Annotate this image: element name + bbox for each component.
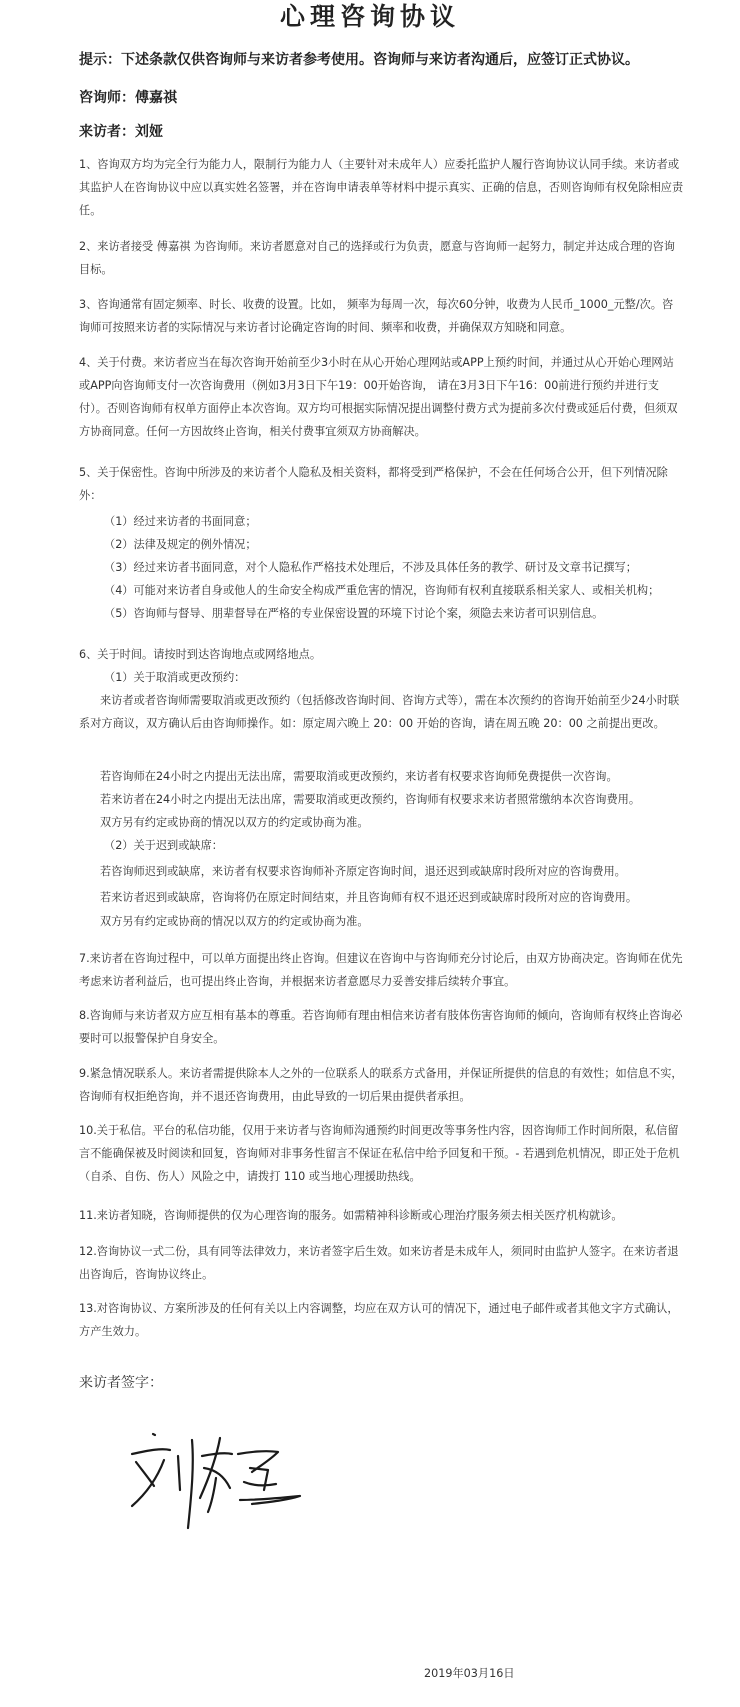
clause-10: 10.关于私信。平台的私信功能，仅用于来访者与咨询师沟通预约时间更改等事务性内容，因咨询师工作时间所限，私信留言不能确保被及时阅读和回复，咨询师对非事务性留言不保证在私信中给予回复和干预。- 若遇到危机情况，即正处于危机（自杀、自伤、伤人）风险之中，请拨打 110 或当地心理援助热线。 [79, 1124, 680, 1183]
clause-6-2-paragraph-3: 双方另有约定或协商的情况以双方的约定或协商为准。 [100, 915, 369, 928]
clause-5: 5、关于保密性。咨询中所涉及的来访者个人隐私及相关资料，都将受到严格保护，不会在任何场合公开，但下列情况除外： [79, 466, 668, 502]
clause-6-1-heading: （1）关于取消或更改预约： [104, 671, 246, 684]
handwritten-signature [120, 1420, 340, 1550]
clause-5-item-2: （2）法律及规定的例外情况； [104, 538, 257, 551]
document-title: 心理咨询协议 [279, 2, 460, 31]
counselor-line: 咨询师：傅嘉祺 [79, 90, 177, 106]
clause-5-item-4: （4）可能对来访者自身或他人的生命安全构成严重危害的情况，咨询师有权利直接联系相关家人、或相关机构； [104, 584, 660, 597]
clause-7: 7.来访者在咨询过程中，可以单方面提出终止咨询。但建议在咨询中与咨询师充分讨论后，由双方协商决定。咨询师在优先考虑来访者利益后，也可提出终止咨询，并根据来访者意愿尽力妥善安排后续转介事宜。 [79, 952, 683, 988]
notice: 提示：下述条款仅供咨询师与来访者参考使用。咨询师与来访者沟通后，应签订正式协议。 [79, 52, 639, 68]
clause-8: 8.咨询师与来访者双方应互相有基本的尊重。若咨询师有理由相信来访者有肢体伤害咨询师的倾向，咨询师有权终止咨询必要时可以报警保护自身安全。 [79, 1009, 683, 1045]
clause-5-item-3: （3）经过来访者书面同意，对个人隐私作严格技术处理后，不涉及具体任务的教学、研讨及文章书记撰写； [104, 561, 637, 574]
clause-5-item-5: （5）咨询师与督导、朋辈督导在严格的专业保密设置的环境下讨论个案，须隐去来访者可识别信息。 [104, 607, 604, 620]
clause-5-item-1: （1）经过来访者的书面同意； [104, 515, 257, 528]
signature-date: 2019年03月16日 [424, 1667, 515, 1680]
clause-6-1-paragraph-3: 若来访者在24小时之内提出无法出席，需要取消或更改预约，咨询师有权要求来访者照常缴纳本次咨询费用。 [100, 793, 641, 806]
clause-6-2-paragraph-1: 若咨询师迟到或缺席，来访者有权要求咨询师补齐原定咨询时间，退还迟到或缺席时段所对应的咨询费用。 [100, 865, 626, 878]
clause-11: 11.来访者知晓，咨询师提供的仅为心理咨询的服务。如需精神科诊断或心理治疗服务须去相关医疗机构就诊。 [79, 1209, 623, 1222]
clause-6: 6、关于时间。请按时到达咨询地点或网络地点。 [79, 648, 322, 661]
clause-6-2-paragraph-2: 若来访者迟到或缺席，咨询将仍在原定时间结束，并且咨询师有权不退还迟到或缺席时段所对应的咨询费用。 [100, 891, 638, 904]
clause-12: 12.咨询协议一式二份，具有同等法律效力，来访者签字后生效。如来访者是未成年人，须同时由监护人签字。在来访者退出咨询后，咨询协议终止。 [79, 1245, 679, 1281]
clause-6-1-paragraph-1: 来访者或者咨询师需要取消或更改预约（包括修改咨询时间、咨询方式等），需在本次预约的咨询开始前至少24小时联系对方商议，双方确认后由咨询师操作。如：原定周六晚上 20：00 开始的咨询，请在周五晚 20：00 之前提出更改。 [79, 694, 680, 730]
clause-2: 2、来访者接受 傅嘉祺 为咨询师。来访者愿意对自己的选择或行为负责，愿意与咨询师一起努力，制定并达成合理的咨询目标。 [79, 240, 675, 276]
clause-6-1-paragraph-4: 双方另有约定或协商的情况以双方的约定或协商为准。 [100, 816, 369, 829]
clause-6-2-heading: （2）关于迟到或缺席： [104, 839, 223, 852]
signature-label: 来访者签字： [79, 1375, 163, 1391]
clause-4: 4、关于付费。来访者应当在每次咨询开始前至少3小时在从心开始心理网站或APP上预约时间，并通过从心开始心理网站或APP向咨询师支付一次咨询费用（例如3月3日下午19：00开始咨询， 请在3月3日下午16：00前进行预约并进行支付）。否则咨询师有权单方面停止本次咨询。双方均可根据实际情况提出调整付费方式为提前多次付费或延后付费，但须双方协商同意。任何一方因故终止咨询，相关付费事宜须双方协商解决。 [79, 356, 678, 438]
clause-13: 13.对咨询协议、方案所涉及的任何有关以上内容调整，均应在双方认可的情况下，通过电子邮件或者其他文字方式确认，方产生效力。 [79, 1302, 679, 1338]
clause-3: 3、咨询通常有固定频率、时长、收费的设置。比如， 频率为每周一次，每次60分钟，收费为人民币_1000_元整/次。咨询师可按照来访者的实际情况与来访者讨论确定咨询的时间、频率和收费，并确保双方知晓和同意。 [79, 298, 674, 334]
clause-1: 1、咨询双方均为完全行为能力人，限制行为能力人（主要针对未成年人）应委托监护人履行咨询协议认同手续。来访者或其监护人在咨询协议中应以真实姓名签署，并在咨询申请表单等材料中提示真实、正确的信息，否则咨询师有权免除相应责任。 [79, 158, 684, 217]
clause-6-1-paragraph-2: 若咨询师在24小时之内提出无法出席，需要取消或更改预约，来访者有权要求咨询师免费提供一次咨询。 [100, 770, 618, 783]
clause-9: 9.紧急情况联系人。来访者需提供除本人之外的一位联系人的联系方式备用，并保证所提供的信息的有效性；如信息不实，咨询师有权拒绝咨询，并不退还咨询费用，由此导致的一切后果由提供者承担。 [79, 1067, 683, 1103]
client-line: 来访者：刘娅 [79, 124, 163, 140]
